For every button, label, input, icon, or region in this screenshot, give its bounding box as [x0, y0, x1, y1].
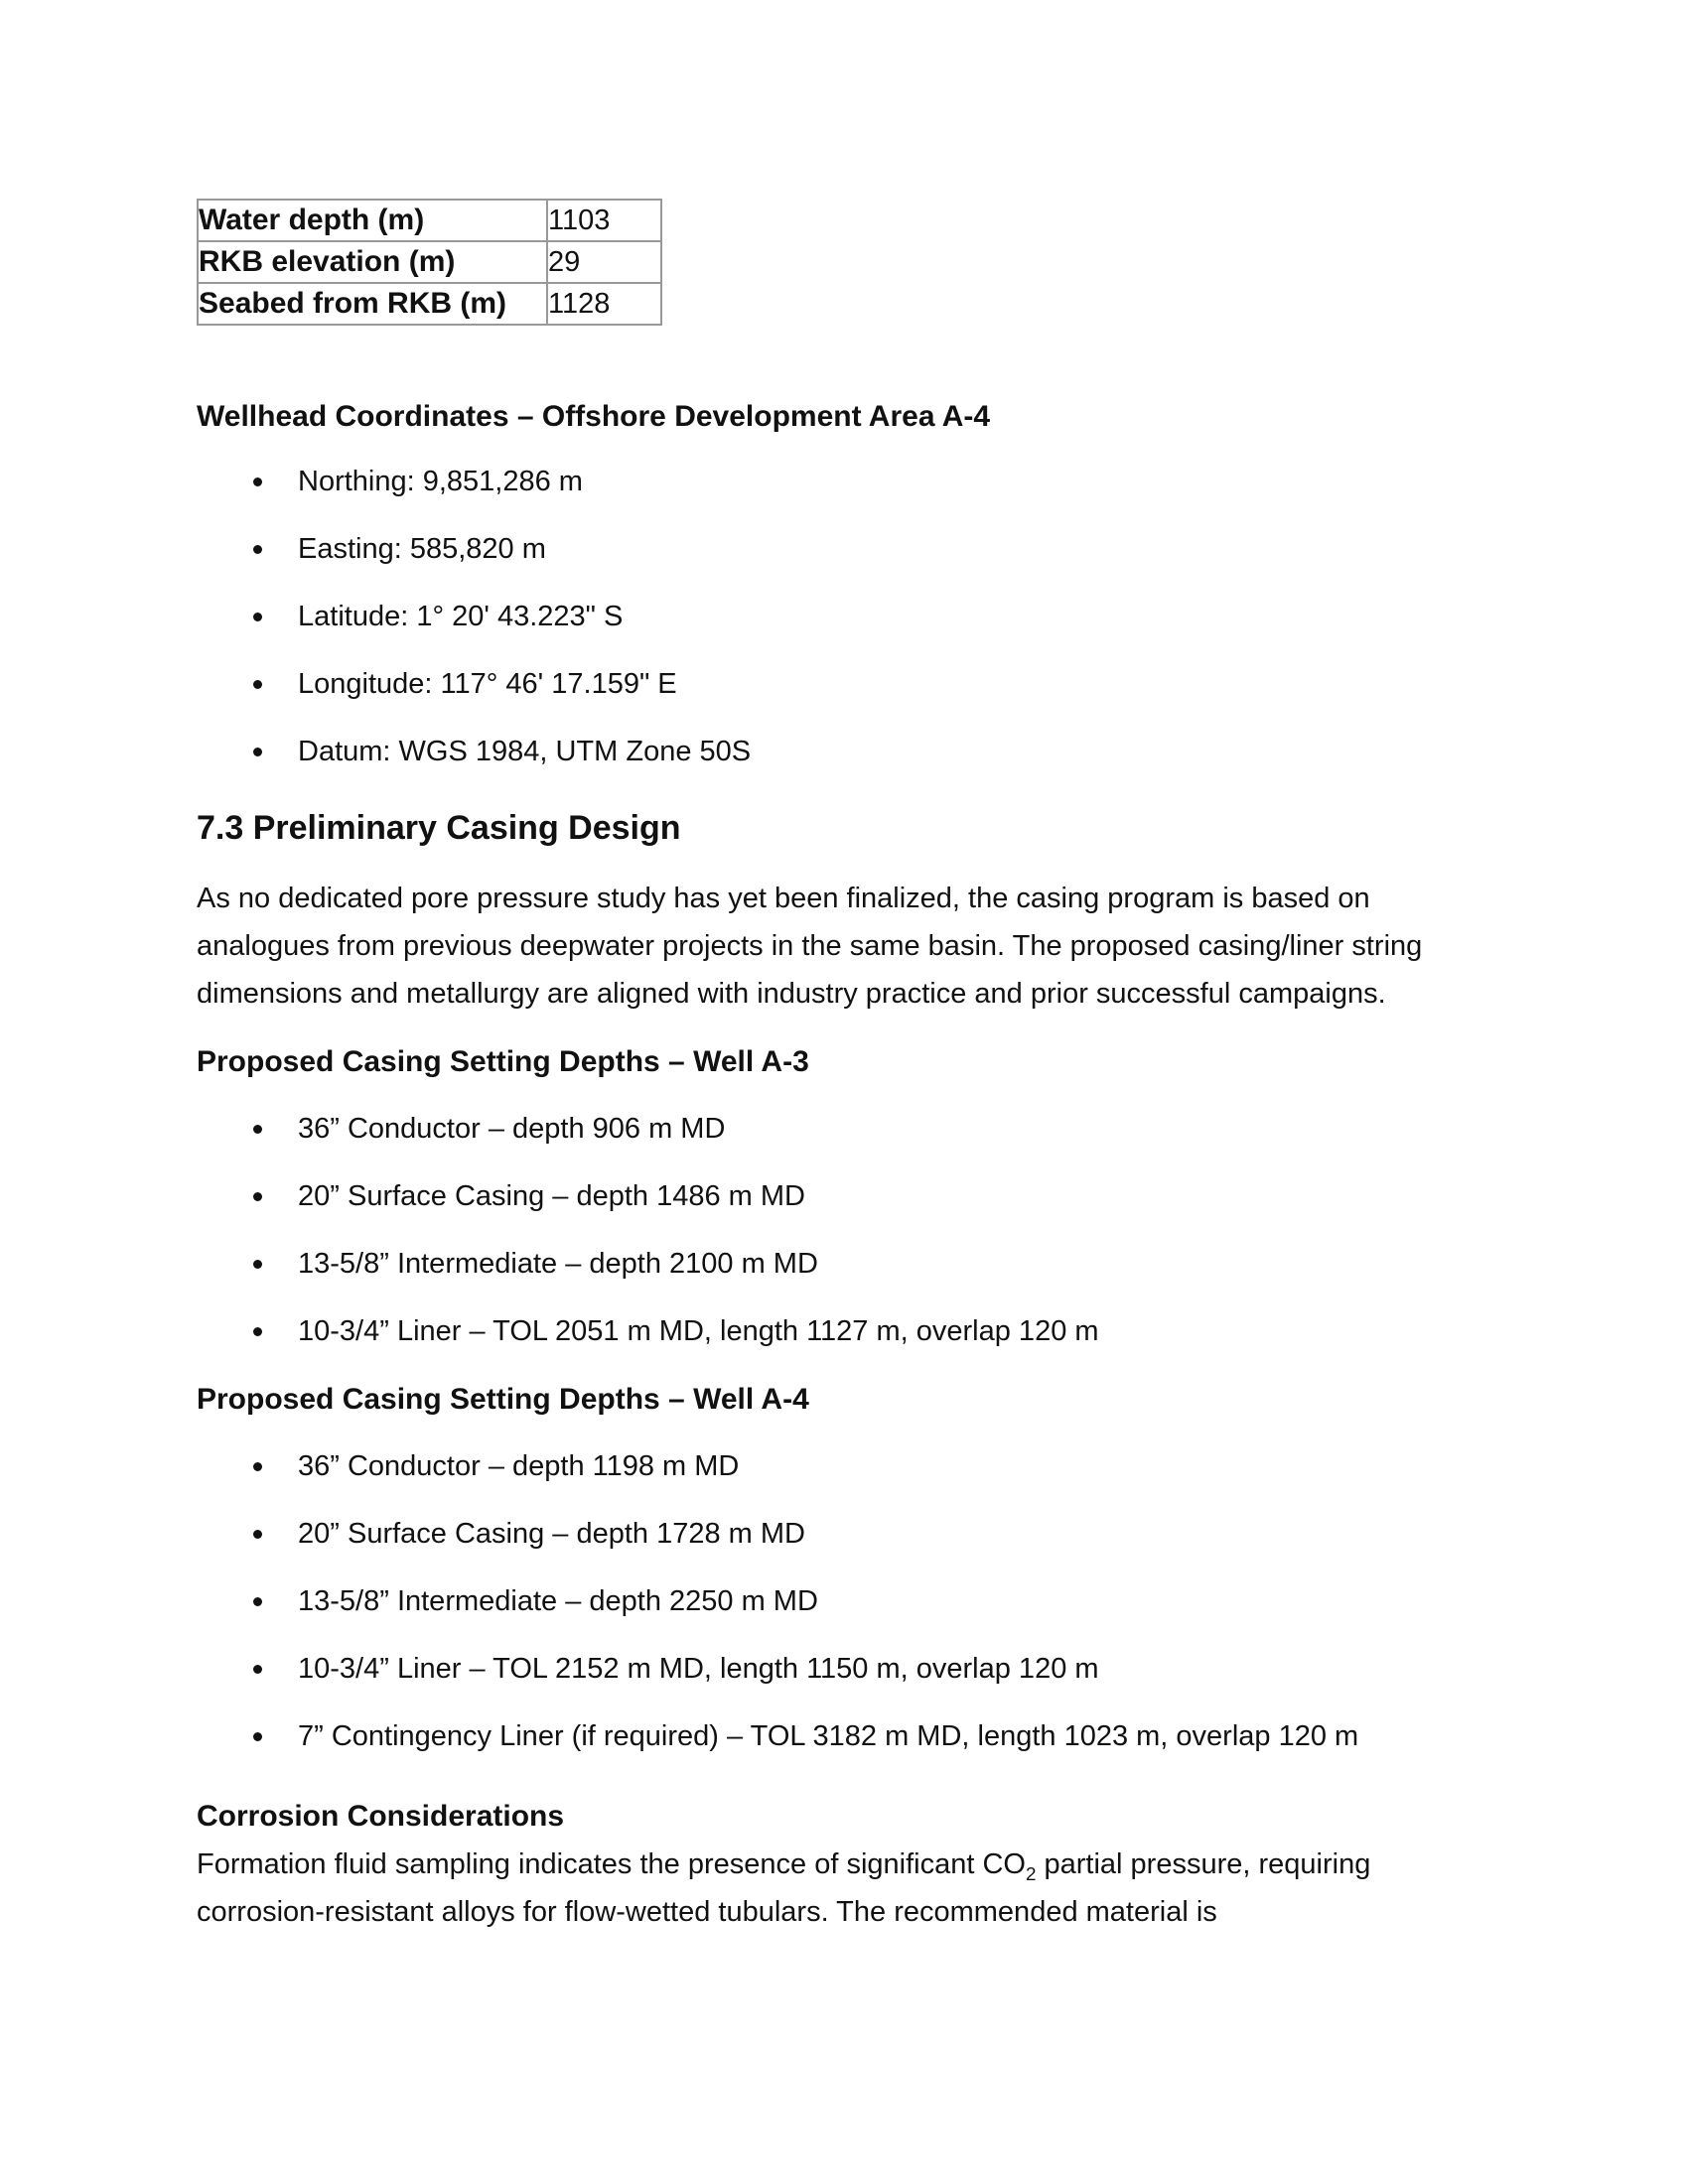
well-a4-heading: Proposed Casing Setting Depths – Well A-4 — [197, 1383, 809, 1416]
section-heading-casing-design: 7.3 Preliminary Casing Design — [197, 809, 681, 847]
corrosion-text-post: partial pressure, requiring corrosion-resistant alloys for flow-wetted tubulars. The recommended material is — [197, 1848, 1371, 1928]
table-cell-value: 29 — [547, 241, 661, 283]
table-cell-label: Water depth (m) — [198, 200, 547, 241]
list-item: 36” Conductor – depth 1198 m MD — [197, 1443, 1492, 1490]
well-a3-heading: Proposed Casing Setting Depths – Well A-3 — [197, 1045, 809, 1078]
table-row — [198, 200, 661, 241]
wellhead-coordinates-heading: Wellhead Coordinates – Offshore Development Area A-4 — [197, 400, 991, 433]
list-item: 20” Surface Casing – depth 1728 m MD — [197, 1511, 1492, 1558]
list-item: 10-3/4” Liner – TOL 2051 m MD, length 1127 m, overlap 120 m — [197, 1308, 1492, 1355]
list-item: 13-5/8” Intermediate – depth 2250 m MD — [197, 1578, 1492, 1625]
casing-design-paragraph: As no dedicated pore pressure study has yet been finalized, the casing program is based on analogues from previous deepwater projects in the same basin. The proposed casing/liner string dimensions and metallurgy are aligned with industry practice and prior successful campaigns. — [197, 883, 1423, 1010]
table-row — [198, 241, 661, 283]
list-item: Longitude: 117° 46' 17.159" E — [197, 661, 1492, 708]
list-item: Easting: 585,820 m — [197, 526, 1492, 573]
corrosion-heading: Corrosion Considerations — [197, 1800, 565, 1833]
list-item: 13-5/8” Intermediate – depth 2100 m MD — [197, 1241, 1492, 1288]
corrosion-text-pre: Formation fluid sampling indicates the presence of significant CO — [197, 1848, 1026, 1880]
wellhead-coordinates-list — [197, 459, 1492, 775]
document-content — [197, 0, 1492, 1936]
table-cell-label: RKB elevation (m) — [198, 241, 547, 283]
table-cell-label: Seabed from RKB (m) — [198, 283, 547, 325]
list-item: 20” Surface Casing – depth 1486 m MD — [197, 1173, 1492, 1220]
list-item: 36” Conductor – depth 906 m MD — [197, 1106, 1492, 1153]
table-cell-value: 1103 — [547, 200, 661, 241]
co2-subscript: 2 — [1025, 1862, 1037, 1884]
list-item: Latitude: 1° 20' 43.223" S — [197, 594, 1492, 640]
list-item: 10-3/4” Liner – TOL 2152 m MD, length 1150 m, overlap 120 m — [197, 1646, 1492, 1693]
corrosion-block — [197, 1793, 1492, 1936]
table-row — [198, 283, 661, 325]
list-item: Datum: WGS 1984, UTM Zone 50S — [197, 729, 1492, 775]
well-a4-list — [197, 1443, 1492, 1760]
list-item: 7” Contingency Liner (if required) – TOL 3182 m MD, length 1023 m, overlap 120 m — [197, 1713, 1492, 1760]
list-item: Northing: 9,851,286 m — [197, 459, 1492, 505]
table-cell-value: 1128 — [547, 283, 661, 325]
well-a3-list — [197, 1106, 1492, 1355]
well-data-table — [197, 199, 662, 326]
corrosion-paragraph — [197, 1841, 1492, 1936]
